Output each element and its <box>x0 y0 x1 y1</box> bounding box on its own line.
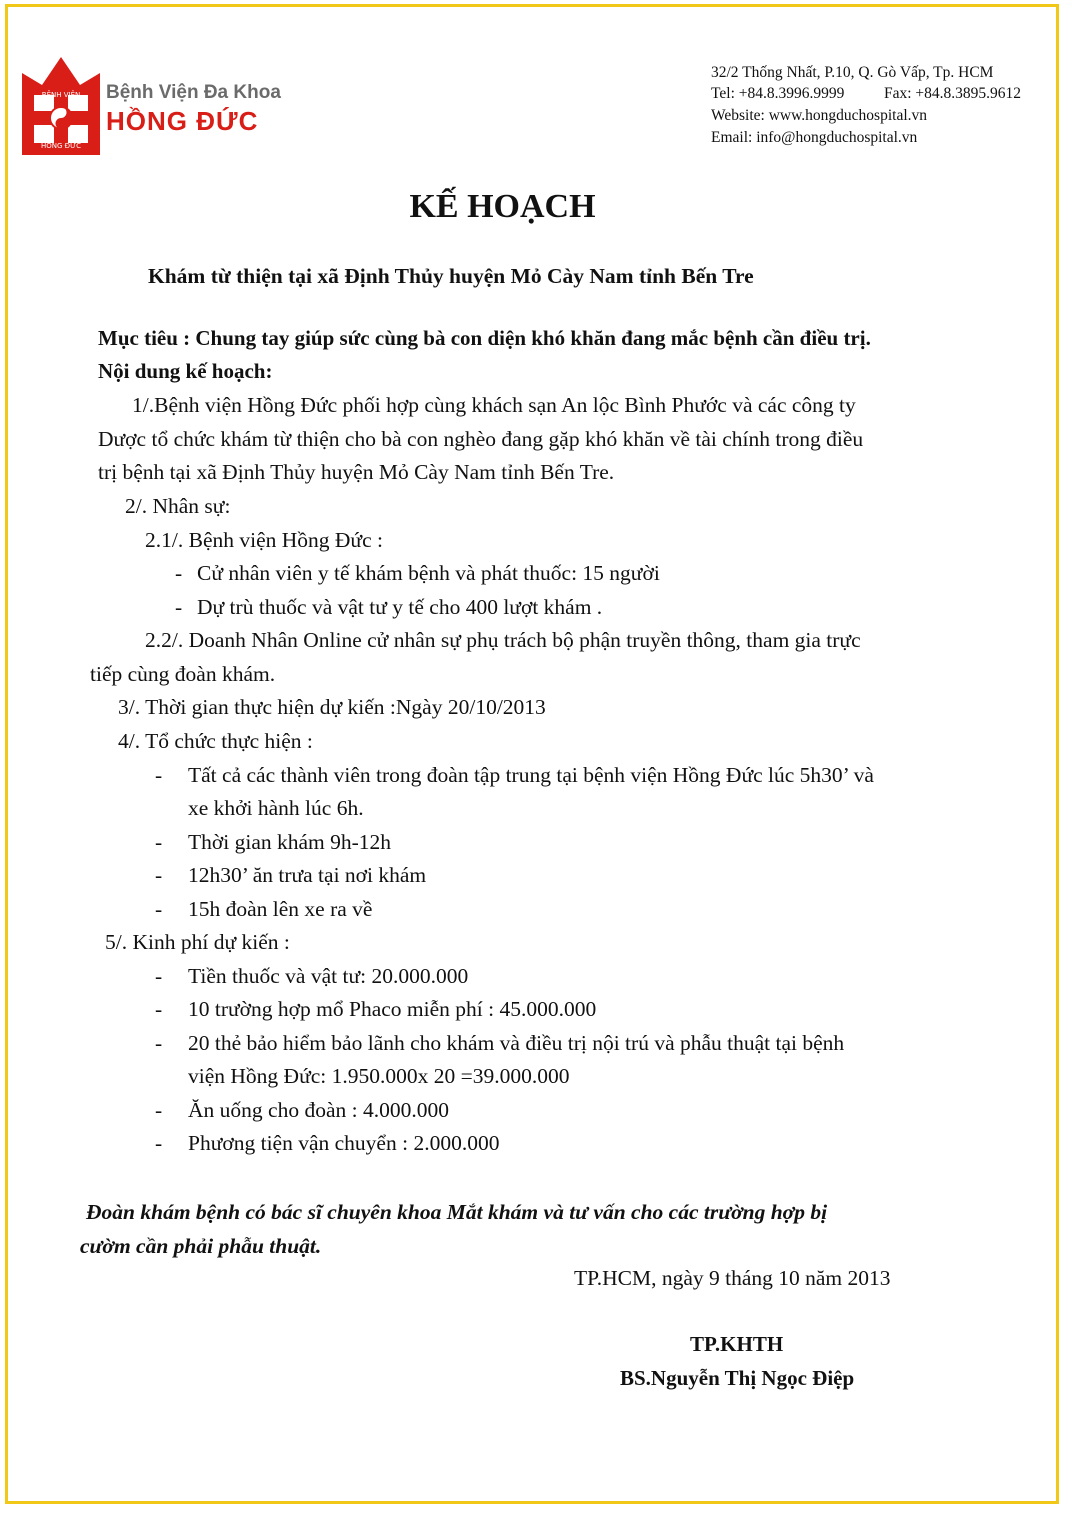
list-item: Tiền thuốc và vật tư: 20.000.000 <box>188 964 469 988</box>
section1-line2: Dược tổ chức khám từ thiện cho bà con nghèo đang gặp khó khăn về tài chính trong điều <box>98 427 864 451</box>
svg-text:BỆNH VIỆN: BỆNH VIỆN <box>41 91 81 99</box>
section5-dash: - <box>155 1131 163 1155</box>
note-line1: Đoàn khám bệnh có bác sĩ chuyên khoa Mắt khám và tư vấn cho các trường hợp bị <box>86 1200 828 1224</box>
list-item: Dự trù thuốc và vật tư y tế cho 400 lượt khám . <box>197 595 603 619</box>
list-item: Thời gian khám 9h-12h <box>188 830 392 854</box>
logo-name-line2: HỒNG ĐỨC <box>106 106 259 136</box>
list-item: 10 trường hợp mổ Phaco miễn phí : 45.000.000 <box>188 997 597 1021</box>
signature-name: BS.Nguyễn Thị Ngọc Điệp <box>620 1366 855 1390</box>
list-item-continuation: xe khởi hành lúc 6h. <box>188 796 364 820</box>
contact-website: Website: www.hongduchospital.vn <box>711 107 928 124</box>
section4-heading: 4/. Tổ chức thực hiện : <box>118 729 313 753</box>
contact-email: Email: info@hongduchospital.vn <box>711 129 918 146</box>
section4-dash: - <box>155 763 163 787</box>
list-item: Ăn uống cho đoàn : 4.000.000 <box>188 1098 449 1122</box>
signature-position: TP.KHTH <box>690 1332 784 1356</box>
hospital-emblem-icon <box>20 55 102 157</box>
section5-dash: - <box>155 997 163 1021</box>
section2-1-heading: 2.1/. Bệnh viện Hồng Đức : <box>145 528 383 552</box>
section1-line1: 1/.Bệnh viện Hồng Đức phối hợp cùng khách sạn An lộc Bình Phước và các công ty <box>132 393 856 417</box>
contact-tel: Tel: +84.8.3996.9999 <box>711 85 845 102</box>
section2-1-dash: - <box>175 595 183 619</box>
document-subtitle: Khám từ thiện tại xã Định Thủy huyện Mỏ Cày Nam tỉnh Bến Tre <box>148 264 754 288</box>
list-item: 20 thẻ bảo hiểm bảo lãnh cho khám và điều trị nội trú và phẫu thuật tại bệnh <box>188 1031 845 1055</box>
section4-dash: - <box>155 830 163 854</box>
list-item: 15h đoàn lên xe ra về <box>188 897 373 921</box>
document-title: KẾ HOẠCH <box>409 188 596 225</box>
objective: Mục tiêu : Chung tay giúp sức cùng bà con diện khó khăn đang mắc bệnh cần điều trị. <box>98 326 871 350</box>
list-item: 12h30’ ăn trưa tại nơi khám <box>188 863 427 887</box>
list-item: Cử nhân viên y tế khám bệnh và phát thuốc: 15 người <box>197 561 660 585</box>
list-item: Tất cả các thành viên trong đoàn tập trung tại bệnh viện Hồng Đức lúc 5h30’ và <box>188 763 874 787</box>
section3: 3/. Thời gian thực hiện dự kiến :Ngày 20/10/2013 <box>118 695 546 719</box>
content-heading: Nội dung kế hoạch: <box>98 359 273 383</box>
contact-address: 32/2 Thống Nhất, P.10, Q. Gò Vấp, Tp. HCM <box>711 64 994 81</box>
section1-line3: trị bệnh tại xã Định Thủy huyện Mỏ Cày Nam tỉnh Bến Tre. <box>98 460 615 484</box>
section5-dash: - <box>155 1031 163 1055</box>
section4-dash: - <box>155 897 163 921</box>
list-item: Phương tiện vận chuyển : 2.000.000 <box>188 1131 500 1155</box>
date-line: TP.HCM, ngày 9 tháng 10 năm 2013 <box>574 1266 891 1290</box>
section2-2-line1: 2.2/. Doanh Nhân Online cử nhân sự phụ trách bộ phận truyền thông, tham gia trực <box>145 628 861 652</box>
section2-1-dash: - <box>175 561 183 585</box>
section2-2-line2: tiếp cùng đoàn khám. <box>90 662 276 686</box>
section5-dash: - <box>155 1098 163 1122</box>
section2-heading: 2/. Nhân sự: <box>125 494 231 518</box>
svg-text:HỒNG ĐỨC: HỒNG ĐỨC <box>41 142 81 150</box>
note-line2: cườm cần phải phẫu thuật. <box>80 1234 322 1258</box>
section5-dash: - <box>155 964 163 988</box>
section5-heading: 5/. Kinh phí dự kiến : <box>105 930 290 954</box>
contact-fax: Fax: +84.8.3895.9612 <box>884 85 1022 102</box>
page-border <box>5 4 1059 1504</box>
list-item-continuation: viện Hồng Đức: 1.950.000x 20 =39.000.000 <box>188 1064 570 1088</box>
logo-name-line1: Bệnh Viện Đa Khoa <box>106 82 281 103</box>
section4-dash: - <box>155 863 163 887</box>
